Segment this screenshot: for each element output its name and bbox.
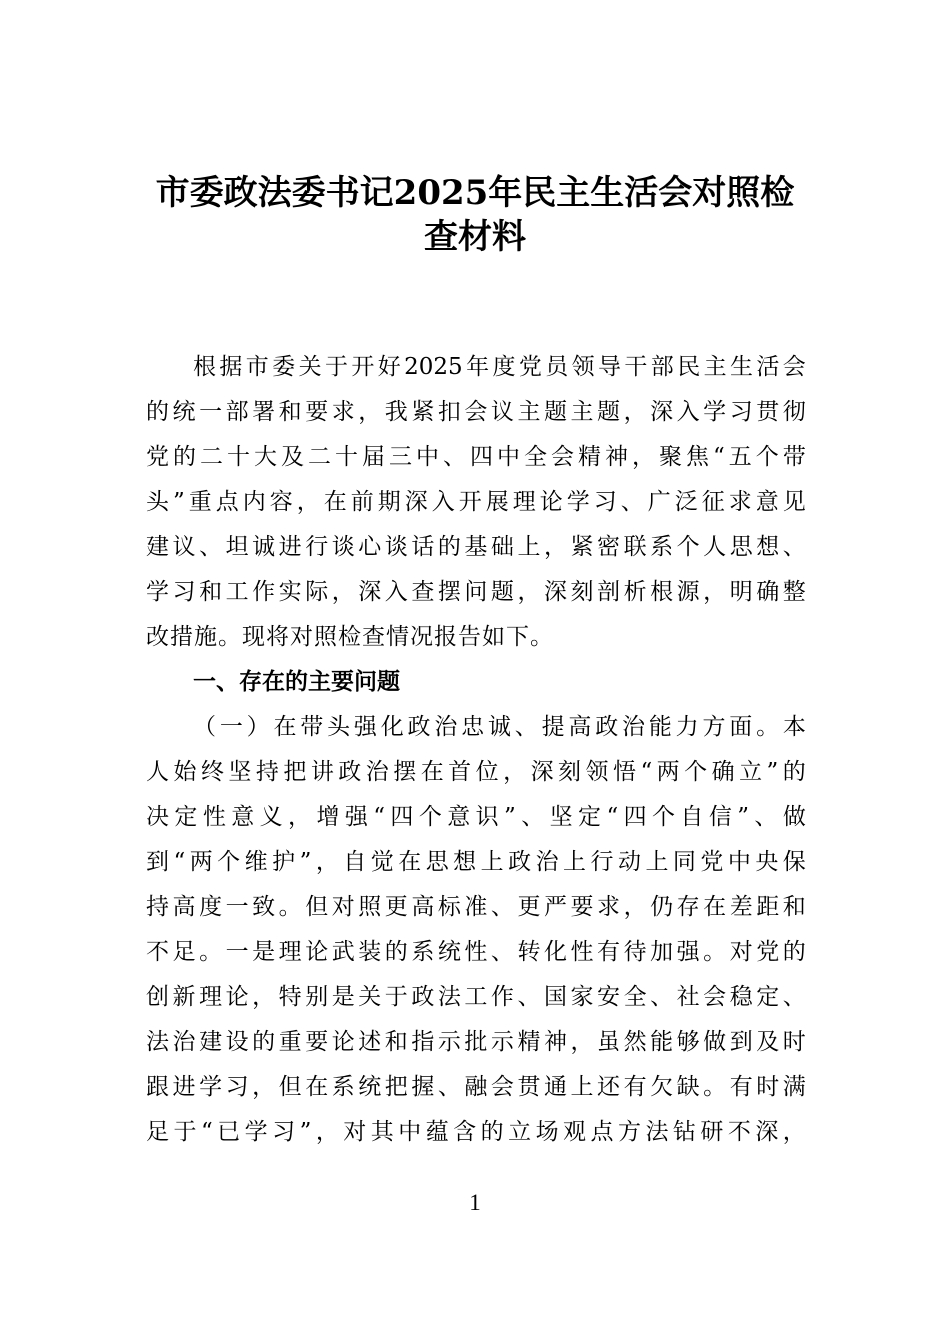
page-number: 1 [469,1190,481,1215]
paragraph-2-line-9: 跟 进 学 习 ， 但 在 系 统 把 握 、 融 会 贯 通 上 还 有 欠 缺 。 有 时 满 [146,1074,806,1100]
paragraph-2-line-5: 持 高 度 一 致 。 但 对 照 更 高 标 准 、 更 严 要 求 ， 仍 存 在 差 距 和 [146,894,806,920]
paragraph-2-line-2: 人 始 终 坚 持 把 讲 政 治 摆 在 首 位 ， 深 刻 领 悟 “ 两 个 确 立 ” 的 [146,759,806,785]
section-1-heading: 一、存在的主要问题 [193,669,400,695]
paragraph-2-line-6: 不 足 。 一 是 理 论 武 装 的 系 统 性 、 转 化 性 有 待 加 强 。 对 党 的 [146,939,806,965]
paragraph-1-line-6: 学 习 和 工 作 实 际 ， 深 入 查 摆 问 题 ， 深 刻 剖 析 根 源 ， 明 确 整 [146,579,806,605]
paragraph-1-line-5: 建 议 、 坦 诚 进 行 谈 心 谈 话 的 基 础 上 ， 紧 密 联 系 个 人 思 想 、 [146,534,806,560]
paragraph-1-line-7: 改措施。现将对照检查情况报告如下。 [146,624,554,650]
paragraph-1-line-2: 的 统 一 部 署 和 要 求 ， 我 紧 扣 会 议 主 题 主 题 ， 深 入 学 习 贯 彻 [146,399,806,425]
paragraph-1-line-4: 头 ” 重 点 内 容 ， 在 前 期 深 入 开 展 理 论 学 习 、 广 泛 征 求 意 见 [146,489,806,515]
document-title-line-1: 市委政法委书记2025年民主生活会对照检 [155,173,795,213]
paragraph-2-line-8: 法 治 建 设 的 重 要 论 述 和 指 示 批 示 精 神 ， 虽 然 能 够 做 到 及 时 [146,1029,806,1055]
paragraph-2-line-7: 创 新 理 论 ， 特 别 是 关 于 政 法 工 作 、 国 家 安 全 、 社 会 稳 定 、 [146,984,806,1010]
paragraph-1-line-1: 根 据 市 委 关 于 开 好 2025 年 度 党 员 领 导 干 部 民 主 生 活 会 [193,354,806,380]
document-title-line-2: 查材料 [424,217,526,257]
paragraph-2-line-4: 到 “ 两 个 维 护 ” ， 自 觉 在 思 想 上 政 治 上 行 动 上 同 党 中 央 保 [146,849,806,875]
paragraph-2-line-1: （ 一 ） 在 带 头 强 化 政 治 忠 诚 、 提 高 政 治 能 力 方 面 。 本 [193,714,806,740]
paragraph-1-line-3: 党 的 二 十 大 及 二 十 届 三 中 、 四 中 全 会 精 神 ， 聚 焦 “ 五 个 带 [146,444,806,470]
paragraph-2-line-10: 足 于 “ 已 学 习 ” ， 对 其 中 蕴 含 的 立 场 观 点 方 法 钻 研 不 深 ， [146,1119,806,1145]
paragraph-2-line-3: 决 定 性 意 义 ， 增 强 “ 四 个 意 识 ” 、 坚 定 “ 四 个 自 信 ” 、 做 [146,804,806,830]
